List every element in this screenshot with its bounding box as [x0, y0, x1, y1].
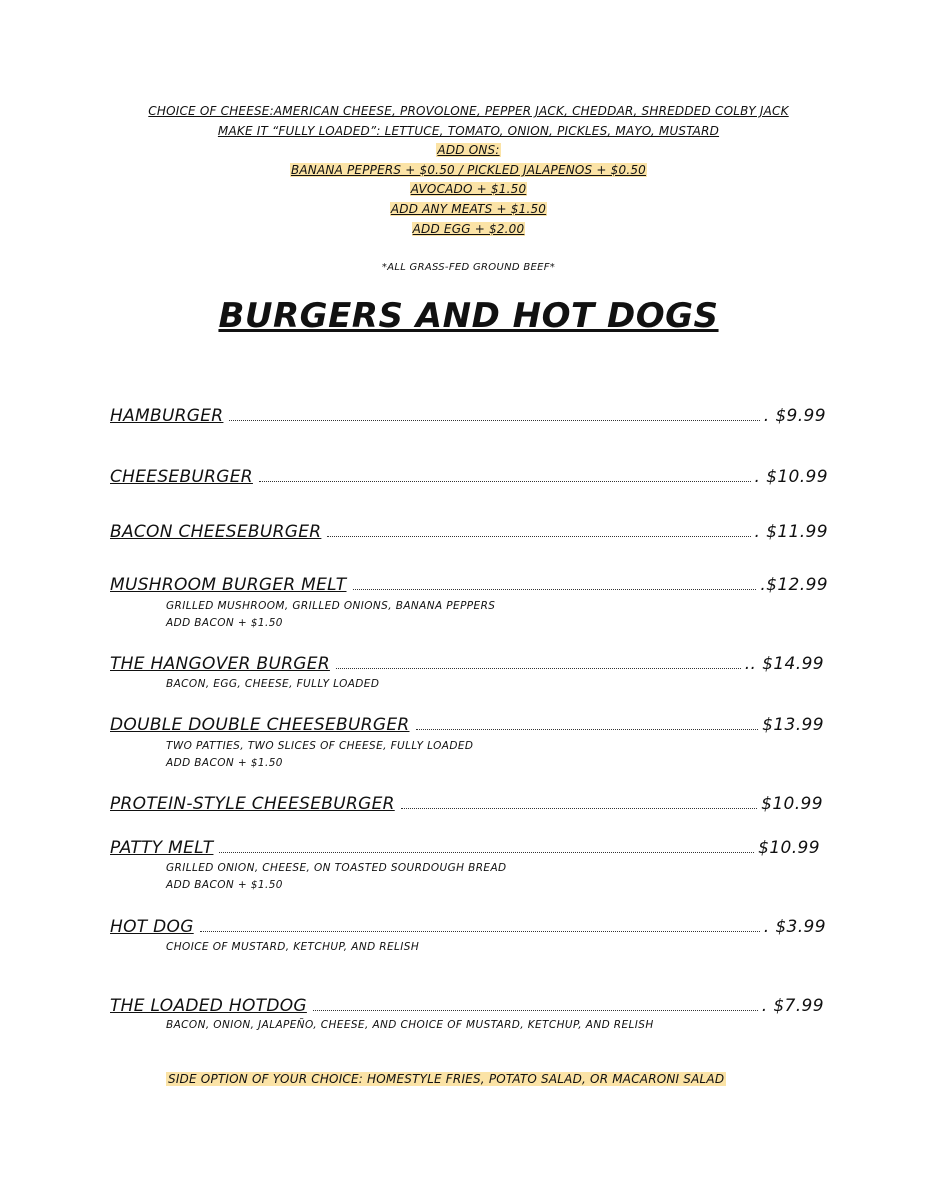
- add-ons-label-line: [0, 143, 937, 157]
- dot-leader: [336, 667, 741, 669]
- menu-item-cheeseburger: [110, 463, 828, 487]
- item-description: BACON, EGG, CHEESE, FULLY LOADED: [166, 678, 380, 690]
- item-name: DOUBLE DOUBLE CHEESEBURGER: [110, 715, 410, 735]
- item-description: ADD BACON + $1.50: [166, 879, 283, 891]
- item-price: .$12.99: [760, 575, 828, 595]
- item-name: PROTEIN-STYLE CHEESEBURGER: [110, 794, 395, 814]
- dot-leader: [219, 851, 754, 853]
- item-description: CHOICE OF MUSTARD, KETCHUP, AND RELISH: [166, 941, 420, 953]
- add-on-peppers: BANANA PEPPERS + $0.50 / PICKLED JALAPENOS + $0.50: [290, 163, 647, 177]
- item-price: . $10.99: [754, 467, 828, 487]
- item-price: . $11.99: [754, 522, 828, 542]
- item-price: .. $14.99: [744, 654, 824, 674]
- add-on-line: [0, 182, 937, 196]
- item-price: $10.99: [758, 838, 820, 858]
- side-option-note: SIDE OPTION OF YOUR CHOICE: HOMESTYLE FRIES, POTATO SALAD, OR MACARONI SALAD: [168, 1072, 725, 1086]
- item-price: . $9.99: [763, 406, 826, 426]
- menu-item-mushroom-burger-melt: [110, 571, 828, 595]
- item-description: TWO PATTIES, TWO SLICES OF CHEESE, FULLY LOADED: [166, 740, 474, 752]
- cheese-choice-text: CHOICE OF CHEESE:AMERICAN CHEESE, PROVOLONE, PEPPER JACK, CHEDDAR, SHREDDED COLBY JACK: [148, 104, 789, 118]
- item-description: BACON, ONION, JALAPEÑO, CHEESE, AND CHOICE OF MUSTARD, KETCHUP, AND RELISH: [166, 1019, 654, 1031]
- item-description: ADD BACON + $1.50: [166, 617, 283, 629]
- menu-item-double-double: [110, 711, 824, 735]
- add-on-line: [0, 202, 937, 216]
- menu-item-protein-style: [110, 790, 823, 814]
- dot-leader: [353, 588, 757, 590]
- add-on-egg: ADD EGG + $2.00: [412, 222, 525, 236]
- menu-item-hamburger: [110, 402, 826, 426]
- item-description: GRILLED MUSHROOM, GRILLED ONIONS, BANANA PEPPERS: [166, 600, 496, 612]
- add-on-meats: ADD ANY MEATS + $1.50: [390, 202, 547, 216]
- menu-item-hangover-burger: [110, 650, 824, 674]
- menu-item-patty-melt: [110, 834, 820, 858]
- dot-leader: [200, 930, 760, 932]
- page-title: BURGERS AND HOT DOGS: [218, 296, 719, 336]
- add-on-line: [0, 222, 937, 236]
- item-name: BACON CHEESEBURGER: [110, 522, 322, 542]
- item-description: GRILLED ONION, CHEESE, ON TOASTED SOURDOUGH BREAD: [166, 862, 507, 874]
- dot-leader: [401, 807, 757, 809]
- dot-leader: [229, 419, 759, 421]
- item-name: CHEESEBURGER: [110, 467, 253, 487]
- menu-item-hot-dog: [110, 913, 826, 937]
- fully-loaded-text: MAKE IT “FULLY LOADED”: LETTUCE, TOMATO, ONION, PICKLES, MAYO, MUSTARD: [217, 124, 720, 138]
- item-name: HAMBURGER: [110, 406, 224, 426]
- item-description: ADD BACON + $1.50: [166, 757, 283, 769]
- dot-leader: [416, 728, 759, 730]
- dot-leader: [327, 535, 750, 537]
- dot-leader: [259, 480, 751, 482]
- menu-item-bacon-cheeseburger: [110, 518, 828, 542]
- menu-item-loaded-hotdog: [110, 992, 824, 1016]
- item-price: $13.99: [762, 715, 824, 735]
- item-name: HOT DOG: [110, 917, 194, 937]
- item-price: . $3.99: [763, 917, 826, 937]
- add-on-avocado: AVOCADO + $1.50: [410, 182, 527, 196]
- grass-fed-note: *ALL GRASS-FED GROUND BEEF*: [381, 262, 556, 273]
- item-name: THE HANGOVER BURGER: [110, 654, 330, 674]
- add-ons-label: ADD ONS:: [437, 143, 500, 157]
- dot-leader: [313, 1009, 758, 1011]
- cheese-choice-line: [0, 104, 937, 118]
- item-name: THE LOADED HOTDOG: [110, 996, 307, 1016]
- add-on-line: [0, 163, 937, 177]
- item-name: PATTY MELT: [110, 838, 214, 858]
- fully-loaded-line: [0, 124, 937, 138]
- item-price: . $7.99: [761, 996, 824, 1016]
- item-price: $10.99: [761, 794, 823, 814]
- item-name: MUSHROOM BURGER MELT: [110, 575, 347, 595]
